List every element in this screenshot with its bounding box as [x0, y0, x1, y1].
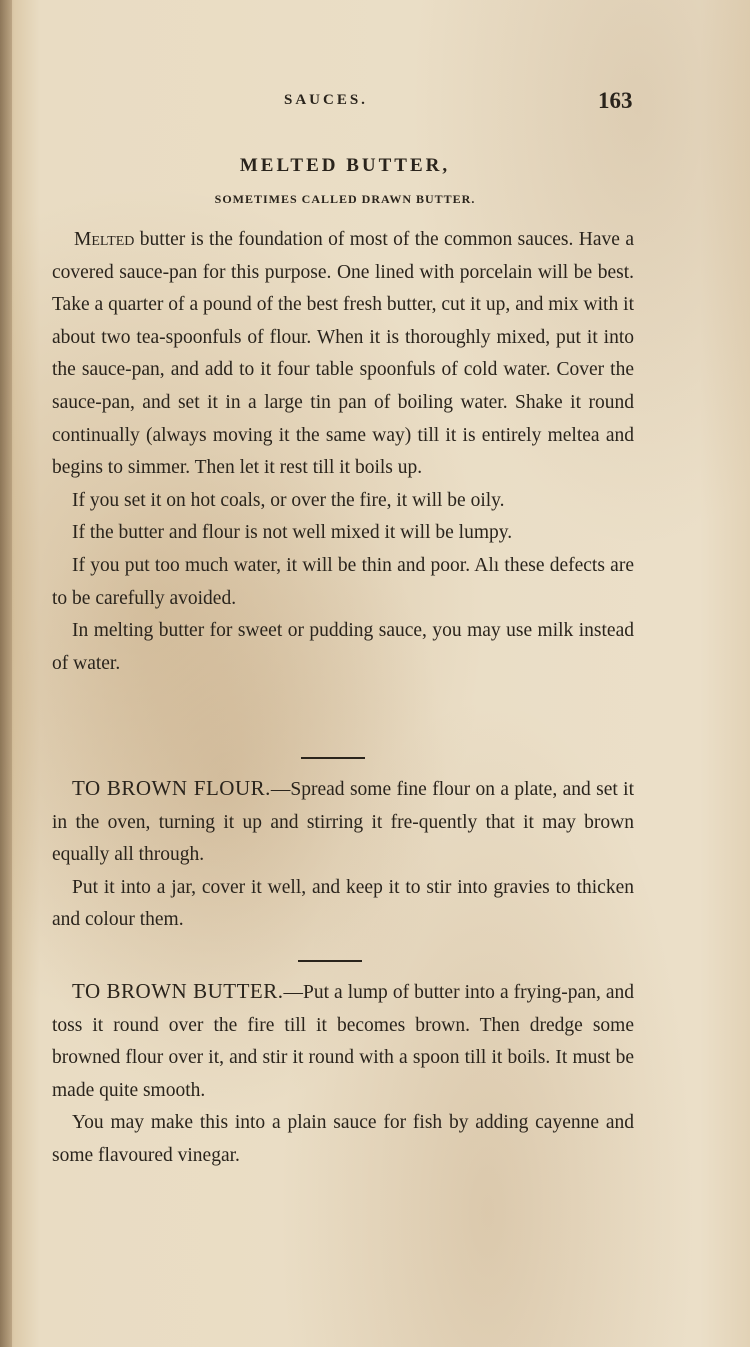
melted-butter-section — [52, 224, 634, 680]
page-header — [0, 88, 750, 118]
paragraph: If the butter and flour is not well mixed it will be lumpy. — [72, 522, 513, 544]
brown-butter-section — [52, 975, 634, 1173]
recipe-title: MELTED BUTTER, — [239, 155, 451, 176]
paragraph — [52, 772, 634, 872]
brown-flour-section — [52, 772, 634, 937]
paragraph: Put it into a jar, cover it well, and keep it to stir into gravies to thicken and colour them. — [52, 876, 634, 931]
section-divider — [298, 960, 362, 962]
page-number: 163 — [598, 88, 633, 113]
paragraph — [52, 224, 634, 485]
recipe-subtitle: SOMETIMES CALLED DRAWN BUTTER. — [214, 192, 476, 206]
section-divider — [301, 757, 365, 759]
paragraph: If you put too much water, it will be thin and poor. Alı these defects are to be carefully avoided. — [52, 554, 634, 609]
paragraph: You may make this into a plain sauce for fish by adding cayenne and some flavoured vinegar. — [52, 1112, 634, 1166]
paragraph-text: —Put a lump of butter into a frying-pan, and toss it round over the fire till it becomes brown. Then dredge some browned flour over it, and stir it round with a spoon till it boils. It must be made quite smooth. — [52, 982, 634, 1101]
drop-word: Melted — [74, 229, 135, 250]
paragraph-text: butter is the foundation of most of the common sauces. Have a covered sauce-pan for this purpose. One lined with porcelain will be best. Take a quarter of a pound of the best fresh butter, cut it up, and mix with it about two tea-spoonfuls of flour. When it is thoroughly mixed, put it into the sauce-pan, and add to it four table spoonfuls of cold water. Cover the sauce-pan, and set it in a large tin pan of boiling water. Shake it round continually (always moving it the same way) till it is entirely meltea and begins to simmer. Then let it rest till it boils up. — [52, 229, 634, 479]
paragraph: If you set it on hot coals, or over the fire, it will be oily. — [72, 489, 505, 511]
paragraph-text: —Spread some fine flour on a plate, and set it in the oven, turning it up and stirring it fre-quently that it may brown equally all through. — [52, 779, 635, 866]
recipe-heading: TO BROWN BUTTER. — [72, 979, 284, 1003]
paragraph — [52, 975, 634, 1107]
paragraph: In melting butter for sweet or pudding sauce, you may use milk instead of water. — [52, 620, 634, 674]
recipe-heading: TO BROWN FLOUR. — [72, 776, 271, 800]
running-head: SAUCES. — [284, 92, 368, 108]
